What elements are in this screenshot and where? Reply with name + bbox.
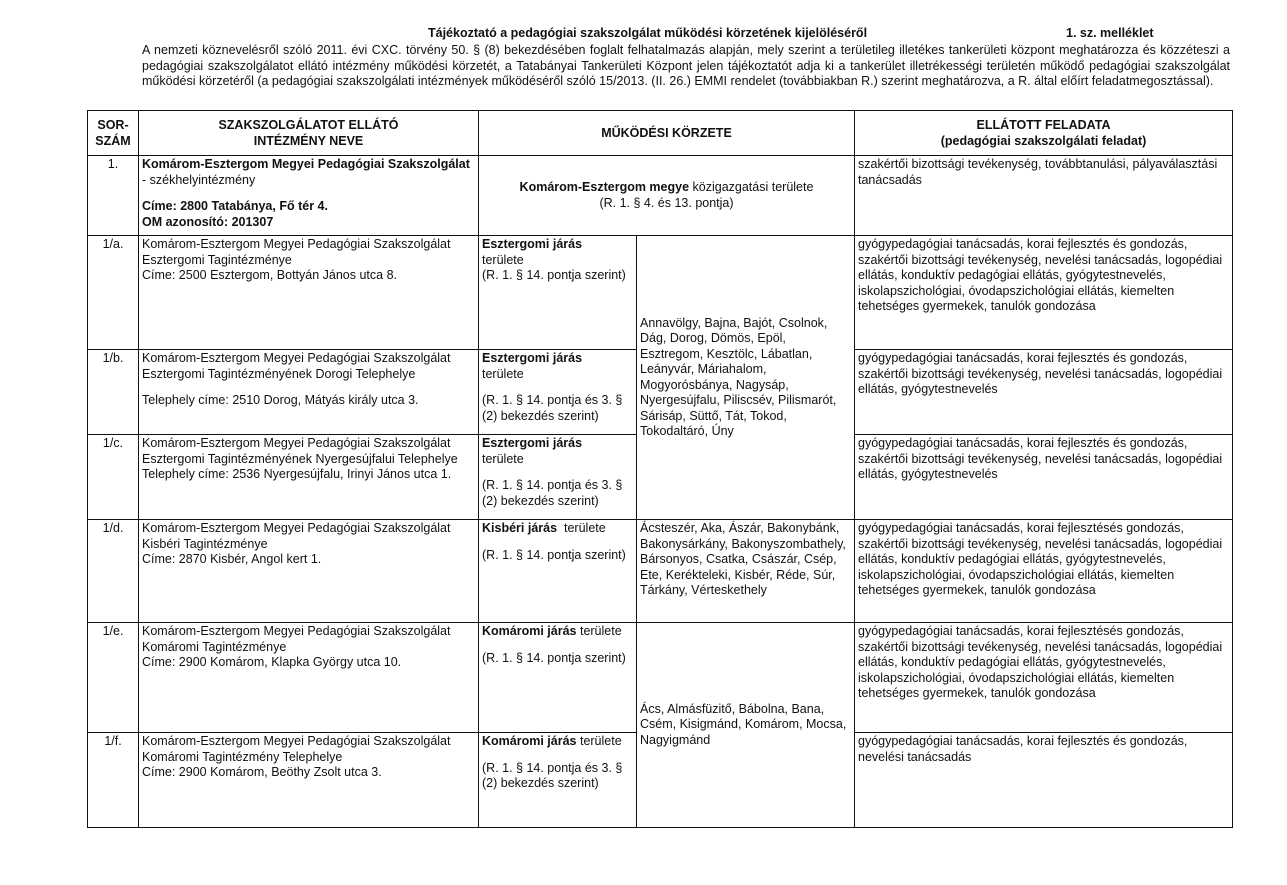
task-cell: gyógypedagógiai tanácsadás, korai fejlesztésés gondozás, szakértői bizottsági tevékenység, nevelési tanácsadás, logopédiai ellátás, konduktív pedagógiai ellátás, gyógytestnevelés, iskolapszichológiai, óvodapszichológiai ellátás, kiemelten tehetséges gyermekek, tanulók gondozása [855, 520, 1233, 623]
row-number: 1/a. [88, 236, 139, 350]
district-name: Esztergomi járás [482, 237, 583, 251]
institution-cell [139, 733, 479, 828]
districts-table [87, 110, 1233, 828]
table-row [88, 236, 1233, 350]
intro-paragraph: A nemzeti köznevelésről szóló 2011. évi CXC. törvény 50. § (8) bekezdésében foglalt felhatalmazás alapján, mely szerint a területileg illetékes tankerületi központ meghatározza és közzéteszi a pedagógiai szakszolgálatot ellátó intézmény működési körzetét, a Tatabányai Tankerületi Központ jelen tájékoztatót adja ki a tankerület illetrékességi területén működő pedagógiai szakszolgálat működési körzetéről (a pedagógiai szakszolgálati intézmények működéséről szóló 15/2013. (II. 26.) EMMI rendelet (továbbiakban R.) szerint meghatározva, a R. által előírt feladatmegosztással). [142, 43, 1230, 89]
district-cell [479, 733, 637, 828]
spacer [142, 188, 475, 199]
institution-cell [139, 435, 479, 520]
institution-name: Komárom-Esztergom Megyei Pedagógiai Szakszolgálat Kisbéri Tagintézménye [142, 521, 451, 551]
area-county [482, 180, 851, 196]
header-institution [139, 111, 479, 156]
district-reference: (R. 1. § 14. pontja és 3. § (2) bekezdés szerint) [482, 393, 623, 423]
district-heading [482, 734, 633, 750]
task-cell: szakértői bizottsági tevékenység, továbbtanulási, pályaválasztási tanácsadás [855, 156, 1233, 236]
district-area-label: területe [482, 366, 524, 381]
district-area-label: területe [482, 451, 524, 466]
task-cell: gyógypedagógiai tanácsadás, korai fejlesztés és gondozás, szakértői bizottsági tevékenység, nevelési tanácsadás, logopédiai ellátás, gyógytestnevelés [855, 350, 1233, 435]
task-cell: gyógypedagógiai tanácsadás, korai fejlesztésés gondozás, szakértői bizottsági tevékenység, nevelési tanácsadás, logopédiai ellátás, konduktív pedagógiai ellátás, gyógytestnevelés, iskolapszichológiai, óvodapszichológiai ellátás, kiemelten tehetséges gyermekek, tanulók gondozása [855, 623, 1233, 733]
spacer [482, 382, 633, 393]
spacer [142, 382, 475, 393]
district-cell [479, 623, 637, 733]
document-title: Tájékoztató a pedagógiai szakszolgálat működési körzetének kijelöléséről [428, 26, 868, 40]
row-number: 1/e. [88, 623, 139, 733]
district-cell [479, 520, 637, 623]
district-cell [479, 350, 637, 435]
header-serial-number [88, 111, 139, 156]
district-name: Komáromi járás [482, 734, 577, 748]
district-area-label: területe [579, 734, 622, 748]
institution-name: Komárom-Esztergom Megyei Pedagógiai Szakszolgálat Komáromi Tagintézménye [142, 624, 451, 654]
institution-name: Komárom-Esztergom Megyei Pedagógiai Szakszolgálat Komáromi Tagintézmény Telephelye [142, 734, 451, 764]
institution-address: Címe: 2870 Kisbér, Angol kert 1. [142, 552, 322, 566]
institution-name [142, 157, 475, 188]
row-number: 1/d. [88, 520, 139, 623]
header-serial-line-2: SZÁM [95, 134, 131, 148]
district-heading [482, 624, 633, 640]
table-row [88, 623, 1233, 733]
district-cell [479, 236, 637, 350]
header-serial-line-1: SOR- [97, 118, 129, 132]
institution-address: Címe: 2900 Komárom, Beöthy Zsolt utca 3. [142, 765, 382, 779]
district-area-label: területe [564, 521, 606, 535]
district-name: Komáromi járás [482, 624, 577, 638]
spacer [482, 467, 633, 478]
institution-cell [139, 623, 479, 733]
task-cell: gyógypedagógiai tanácsadás, korai fejlesztés és gondozás, nevelési tanácsadás [855, 733, 1233, 828]
header-task-line-2: (pedagógiai szakszolgálati feladat) [940, 134, 1147, 148]
table-header-row [88, 111, 1233, 156]
spacer [482, 750, 633, 761]
task-cell: gyógypedagógiai tanácsadás, korai fejlesztés és gondozás, szakértői bizottsági tevékenység, nevelési tanácsadás, logopédiai ellátás, konduktív pedagógiai ellátás, gyógytestnevelés, iskolapszichológiai, óvodapszichológiai ellátás, kiemelten tehetséges gyermekek, tanulók gondozása [855, 236, 1233, 350]
district-reference: (R. 1. § 14. pontja és 3. § (2) bekezdés szerint) [482, 760, 623, 790]
institution-address: Telephely címe: 2536 Nyergesújfalu, Irinyi János utca 1. [142, 467, 452, 481]
institution-cell [139, 520, 479, 623]
institution-name: Komárom-Esztergom Megyei Pedagógiai Szakszolgálat Esztergomi Tagintézményének Nyergesújfalui Telephelye [142, 436, 458, 466]
institution-cell [139, 156, 479, 236]
institution-name: Komárom-Esztergom Megyei Pedagógiai Szakszolgálat Esztergomi Tagintézménye [142, 237, 451, 267]
table-row [88, 156, 1233, 236]
institution-address: Telephely címe: 2510 Dorog, Mátyás király utca 3. [142, 393, 419, 407]
institution-address: Címe: 2500 Esztergom, Bottyán János utca 8. [142, 268, 397, 282]
row-number: 1/f. [88, 733, 139, 828]
om-identifier: OM azonosító: 201307 [142, 214, 274, 229]
district-reference: (R. 1. § 14. pontja szerint) [482, 268, 626, 282]
district-reference: (R. 1. § 14. pontja és 3. § (2) bekezdés szerint) [482, 478, 623, 508]
row-number: 1/c. [88, 435, 139, 520]
row-number: 1/b. [88, 350, 139, 435]
district-reference: (R. 1. § 14. pontja szerint) [482, 547, 626, 562]
header-task-line-1: ELLÁTOTT FELADATA [976, 118, 1111, 132]
institution-address: Címe: 2800 Tatabánya, Fő tér 4. [142, 199, 328, 213]
header-institution-line-2: INTÉZMÉNY NEVE [253, 134, 364, 148]
institution-name: Komárom-Esztergom Megyei Pedagógiai Szakszolgálat Esztergomi Tagintézményének Dorogi Telephelye [142, 351, 451, 381]
header-area: MŰKÖDÉSI KÖRZETE [479, 111, 855, 156]
institution-cell [139, 236, 479, 350]
annex-label: 1. sz. melléklet [1066, 26, 1154, 40]
header-task [855, 111, 1233, 156]
header-institution-line-1: SZAKSZOLGÁLATOT ELLÁTÓ [218, 118, 399, 132]
district-cell [479, 435, 637, 520]
komarom-towns-cell: Ács, Almásfüzitő, Bábolna, Bana, Csém, Kisigmánd, Komárom, Mocsa, Nagyigmánd [637, 623, 855, 828]
kisber-towns-cell: Ácsteszér, Aka, Ászár, Bakonybánk, Bakonysárkány, Bakonyszombathely, Bársonyos, Csatka, Császár, Csép, Ete, Kerékteleki, Kisbér, Réde, Súr, Tárkány, Vérteskethely [637, 520, 855, 623]
district-reference: (R. 1. § 14. pontja szerint) [482, 650, 626, 665]
spacer [482, 537, 633, 548]
area-cell [479, 156, 855, 236]
spacer [482, 640, 633, 651]
district-heading [482, 521, 633, 537]
table-row [88, 520, 1233, 623]
area-county-bold: Komárom-Esztergom megye [519, 180, 690, 194]
area-county-rest: közigazgatási területe [689, 180, 814, 194]
institution-name-bold: Komárom-Esztergom Megyei Pedagógiai Szakszolgálat [142, 157, 470, 171]
district-area-label: területe [579, 624, 622, 638]
institution-address: Címe: 2900 Komárom, Klapka György utca 10. [142, 655, 402, 669]
area-reference: (R. 1. § 4. és 13. pontja) [599, 195, 734, 210]
district-area-label: területe [482, 252, 524, 267]
district-name: Kisbéri járás [482, 521, 558, 535]
institution-name-suffix: - székhelyintézmény [142, 172, 256, 187]
district-name: Esztergomi járás [482, 436, 583, 450]
institution-cell [139, 350, 479, 435]
row-number: 1. [88, 156, 139, 236]
esztergom-towns-cell: Annavölgy, Bajna, Bajót, Csolnok, Dág, Dorog, Dömös, Epöl, Esztregom, Kesztölc, Lábatlan, Leányvár, Máriahalom, Mogyorósbánya, Nagysáp, Nyergesújfalu, Piliscsév, Pilismarót, Sárisáp, Süttő, Tát, Tokod, Tokodaltáró, Úny [637, 236, 855, 520]
task-cell: gyógypedagógiai tanácsadás, korai fejlesztés és gondozás, szakértői bizottsági tevékenység, nevelési tanácsadás, logopédiai ellátás, gyógytestnevelés [855, 435, 1233, 520]
district-name: Esztergomi járás [482, 351, 583, 365]
